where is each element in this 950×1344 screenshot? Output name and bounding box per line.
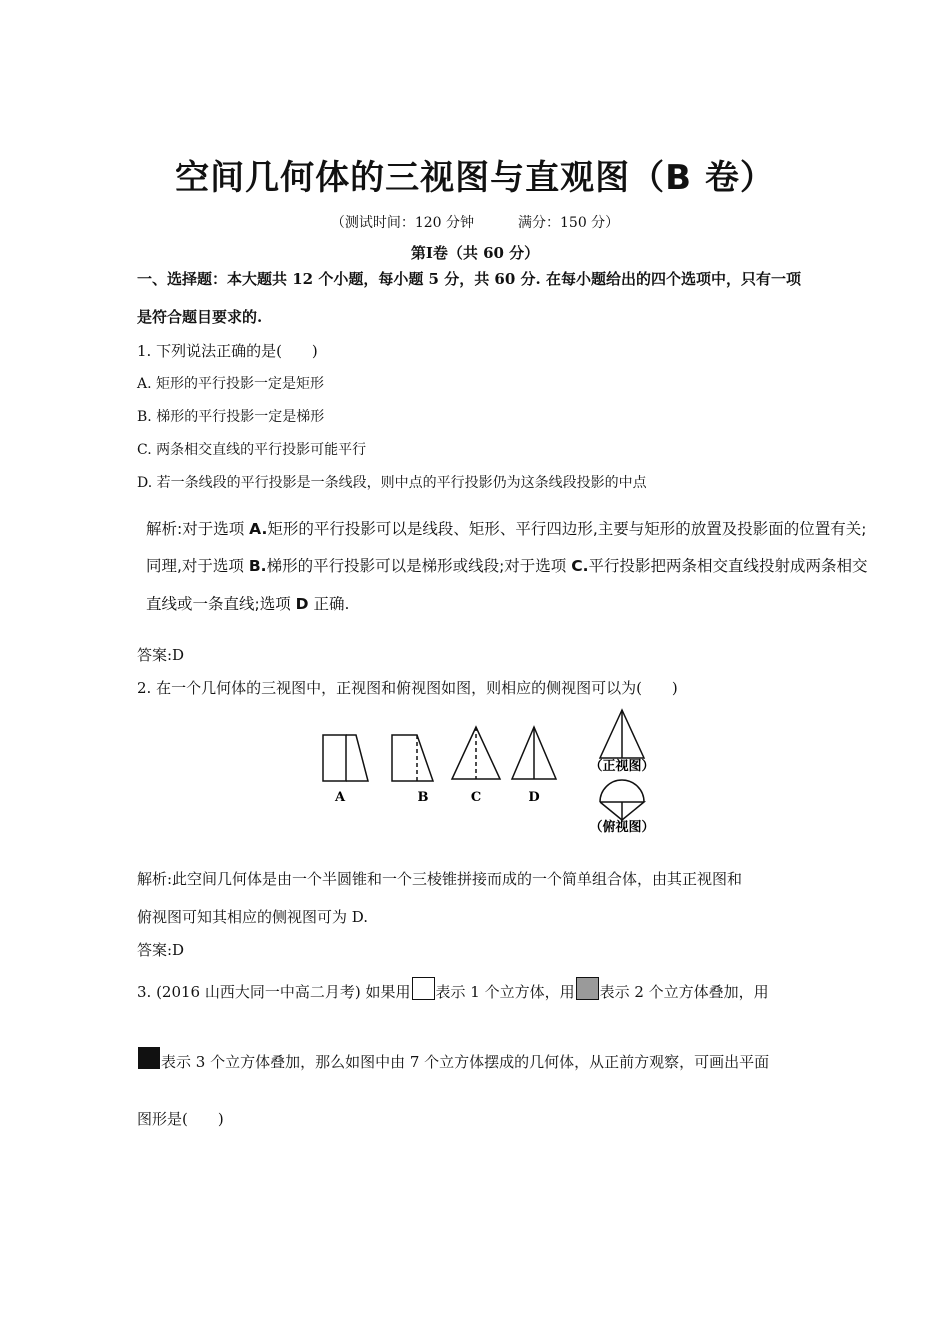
front-view-caption: （正视图） [589,759,655,774]
option-c-label: C [470,790,482,805]
q3-stem-line1: 3. (2016 山西大同一中高二月考) 如果用 表示 1 个立方体，用 表示 2 个立方体叠加，用 [137,977,769,1002]
top-view-shape [600,780,644,820]
option-d-shape [512,727,556,779]
section-instructions-2: 是符合题目要求的. [137,308,263,326]
q1-analysis-line2: 同理,对于选项 B.梯形的平行投影可以是梯形或线段;对于选项 C.平行投影把两条相交直线投射成两条相交 [146,557,868,575]
volume-heading: 第Ⅰ卷（共 60 分） [410,244,540,262]
page-title: 空间几何体的三视图与直观图（B 卷） [175,158,775,198]
option-a-label: A [334,790,346,805]
q1-option-c: C. 两条相交直线的平行投影可能平行 [137,442,367,458]
section-instructions-1: 一、选择题：本大题共 12 个小题，每小题 5 分，共 60 分. 在每小题给出的四个选项中，只有一项 [137,270,801,288]
top-view-caption: （俯视图） [589,820,655,835]
option-b-label: B [417,790,429,805]
q1-analysis-line1: 解析:对于选项 A.矩形的平行投影可以是线段、矩形、平行四边形,主要与矩形的放置及投影面的位置有关; [146,520,867,538]
black-square-icon [138,1047,160,1069]
white-square-icon [412,977,435,1000]
q2-stem: 2. 在一个几何体的三视图中，正视图和俯视图如图，则相应的侧视图可以为( ) [137,679,678,697]
q1-option-d: D. 若一条线段的平行投影是一条线段，则中点的平行投影仍为这条线段投影的中点 [137,475,647,491]
option-d-label: D [528,790,540,805]
q1-option-b: B. 梯形的平行投影一定是梯形 [137,409,325,425]
test-time: （测试时间：120 分钟 [330,215,474,231]
gray-square-icon [576,977,599,1000]
q2-analysis-line1: 解析:此空间几何体是由一个半圆锥和一个三棱锥拼接而成的一个简单组合体，由其正视图和 [137,870,743,888]
q2-figure [300,700,660,840]
q1-option-a: A. 矩形的平行投影一定是矩形 [137,376,325,392]
test-score: 满分：150 分） [518,215,620,231]
q3-stem-line3: 图形是( ) [137,1110,224,1128]
option-c-shape [452,727,500,779]
q1-stem: 1. 下列说法正确的是( ) [137,342,318,360]
q3-stem-line2: 表示 3 个立方体叠加，那么如图中由 7 个立方体摆成的几何体，从正前方观察，可画出平面 [137,1047,769,1072]
q1-answer: 答案:D [137,646,185,664]
front-view-shape [600,710,644,758]
option-b-shape [392,735,433,781]
q2-analysis-line2: 俯视图可知其相应的侧视图可为 D. [137,908,369,926]
q1-analysis-line3: 直线或一条直线;选项 D 正确. [146,595,350,613]
option-a-shape [323,735,368,781]
test-info [0,212,950,232]
q2-answer: 答案:D [137,941,185,959]
